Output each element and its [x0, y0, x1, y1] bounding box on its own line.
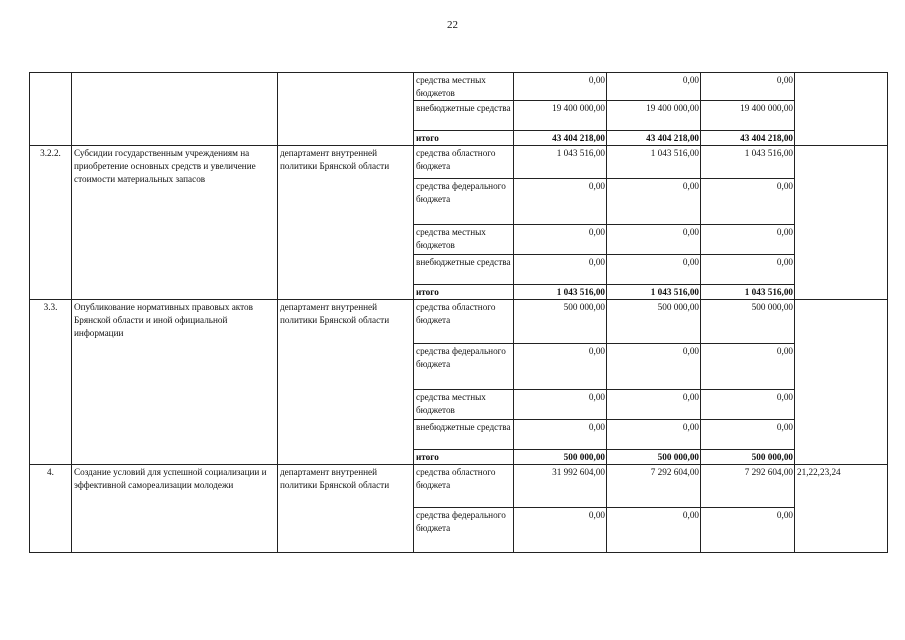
value-cell: 500 000,00 — [607, 300, 701, 344]
ref-cell — [795, 146, 888, 300]
value-cell: 19 400 000,00 — [514, 101, 607, 131]
source-cell: средства федерального бюджета — [414, 344, 514, 390]
source-cell: средства федерального бюджета — [414, 179, 514, 225]
source-cell: внебюджетные средства — [414, 255, 514, 285]
source-cell: средства областного бюджета — [414, 146, 514, 179]
value-cell: 0,00 — [514, 508, 607, 553]
name-cell: Опубликование нормативных правовых актов Брянской области и иной официальной информации — [72, 300, 278, 465]
value-cell: 1 043 516,00 — [514, 146, 607, 179]
table-row — [30, 73, 888, 101]
value-cell: 0,00 — [701, 225, 795, 255]
value-cell: 0,00 — [514, 179, 607, 225]
value-cell: 500 000,00 — [701, 450, 795, 465]
source-cell: средства местных бюджетов — [414, 390, 514, 420]
value-cell: 1 043 516,00 — [701, 146, 795, 179]
value-cell: 0,00 — [701, 508, 795, 553]
source-cell: средства областного бюджета — [414, 465, 514, 508]
value-cell: 7 292 604,00 — [607, 465, 701, 508]
value-cell: 0,00 — [701, 420, 795, 450]
source-cell: средства местных бюджетов — [414, 73, 514, 101]
value-cell: 0,00 — [607, 420, 701, 450]
value-cell: 0,00 — [607, 390, 701, 420]
executor-cell: департамент внутренней политики Брянской области — [278, 146, 414, 300]
value-cell: 0,00 — [607, 344, 701, 390]
source-cell: средства областного бюджета — [414, 300, 514, 344]
value-cell: 0,00 — [607, 225, 701, 255]
value-cell: 1 043 516,00 — [701, 285, 795, 300]
source-cell: итого — [414, 285, 514, 300]
value-cell: 1 043 516,00 — [607, 285, 701, 300]
name-cell — [72, 73, 278, 146]
value-cell: 31 992 604,00 — [514, 465, 607, 508]
number-cell — [30, 73, 72, 146]
value-cell: 43 404 218,00 — [701, 131, 795, 146]
source-cell: средства местных бюджетов — [414, 225, 514, 255]
value-cell: 19 400 000,00 — [701, 101, 795, 131]
value-cell: 0,00 — [607, 179, 701, 225]
executor-cell: департамент внутренней политики Брянской области — [278, 465, 414, 553]
name-cell: Субсидии государственным учреждениям на приобретение основных средств и увеличение стоимости материальных запасов — [72, 146, 278, 300]
value-cell: 500 000,00 — [514, 450, 607, 465]
value-cell: 500 000,00 — [701, 300, 795, 344]
source-cell: средства федерального бюджета — [414, 508, 514, 553]
value-cell: 0,00 — [514, 344, 607, 390]
value-cell: 19 400 000,00 — [607, 101, 701, 131]
value-cell: 7 292 604,00 — [701, 465, 795, 508]
number-cell: 4. — [30, 465, 72, 553]
value-cell: 0,00 — [701, 73, 795, 101]
source-cell: внебюджетные средства — [414, 420, 514, 450]
ref-cell: 21,22,23,24 — [795, 465, 888, 553]
value-cell: 0,00 — [607, 255, 701, 285]
value-cell: 0,00 — [514, 255, 607, 285]
source-cell: внебюджетные средства — [414, 101, 514, 131]
executor-cell — [278, 73, 414, 146]
ref-cell — [795, 300, 888, 465]
value-cell: 1 043 516,00 — [514, 285, 607, 300]
value-cell: 500 000,00 — [607, 450, 701, 465]
value-cell: 0,00 — [514, 390, 607, 420]
value-cell: 0,00 — [514, 225, 607, 255]
value-cell: 500 000,00 — [514, 300, 607, 344]
source-cell: итого — [414, 450, 514, 465]
value-cell: 0,00 — [514, 420, 607, 450]
value-cell: 1 043 516,00 — [607, 146, 701, 179]
value-cell: 0,00 — [701, 390, 795, 420]
value-cell: 0,00 — [701, 344, 795, 390]
name-cell: Создание условий для успешной социализации и эффективной самореализации молодежи — [72, 465, 278, 553]
ref-cell — [795, 73, 888, 146]
value-cell: 0,00 — [514, 73, 607, 101]
value-cell: 0,00 — [607, 73, 701, 101]
value-cell: 43 404 218,00 — [607, 131, 701, 146]
page-number: 22 — [447, 19, 458, 31]
value-cell: 0,00 — [607, 508, 701, 553]
table-row — [30, 146, 888, 179]
number-cell: 3.2.2. — [30, 146, 72, 300]
budget-table — [29, 72, 888, 553]
executor-cell: департамент внутренней политики Брянской области — [278, 300, 414, 465]
table-row — [30, 300, 888, 344]
number-cell: 3.3. — [30, 300, 72, 465]
source-cell: итого — [414, 131, 514, 146]
table-row — [30, 465, 888, 508]
value-cell: 0,00 — [701, 179, 795, 225]
value-cell: 43 404 218,00 — [514, 131, 607, 146]
value-cell: 0,00 — [701, 255, 795, 285]
